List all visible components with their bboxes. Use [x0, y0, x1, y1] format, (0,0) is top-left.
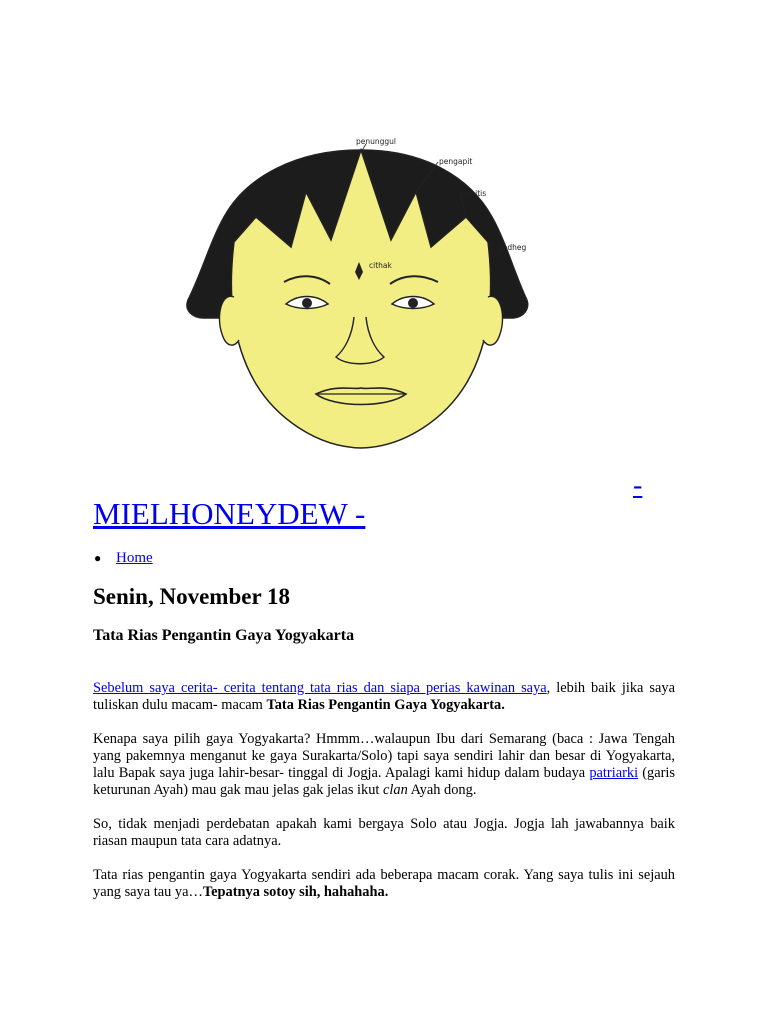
label-penitis: penitis [461, 189, 487, 198]
label-cithak: cithak [369, 261, 392, 270]
nav-item-home [94, 550, 153, 567]
paragraph-2-text-a: Kenapa saya pilih gaya Yogyakarta? Hmmm…walaupun Ibu dari Semarang (baca : Jawa Tengah yang pakemnya menganut ke gaya Surakarta/Solo) tapi saya sendiri lahir dan besar di Yogyakarta, lalu Bapak saya juga lahir-besar- tinggal di Jogja. Apalagi kami hidup dalam budaya [93, 731, 675, 781]
paragraph-4-text: Tata rias pengantin gaya Yogyakarta sendiri ada beberapa macam corak. Yang saya tulis ini sejauh yang saya tau ya… [93, 867, 675, 900]
bullet-icon: ● [94, 551, 102, 565]
label-godheg: godheg [498, 243, 527, 252]
post-date: Senin, November 18 [93, 584, 290, 609]
paragraph-1 [93, 680, 675, 714]
paragraph-2-text-b: (garis keturunan Ayah) mau gak mau jelas gak jelas ikut [93, 765, 675, 798]
label-penunggul: penunggul [356, 137, 396, 146]
nav-menu [94, 550, 153, 567]
site-title [93, 496, 365, 532]
paes-illustration [176, 122, 546, 462]
left-pupil [302, 298, 312, 308]
site-title-link[interactable]: MIELHONEYDEW - [93, 496, 366, 531]
paragraph-2-text-c: Ayah dong. [407, 782, 477, 798]
post-body [93, 680, 675, 918]
home-link[interactable]: Home [116, 550, 153, 566]
post-title: Tata Rias Pengantin Gaya Yogyakarta [93, 627, 355, 644]
paragraph-3: So, tidak menjadi perdebatan apakah kami bergaya Solo atau Jogja. Jogja lah jawabannya baik riasan maupun tata cara adatnya. [93, 816, 675, 849]
paragraph-4 [93, 867, 675, 901]
previous-post-link[interactable]: Sebelum saya cerita- cerita tentang tata rias dan siapa perias kawinan saya [93, 680, 547, 696]
right-pupil [408, 298, 418, 308]
paragraph-4-bold: Tepatnya sotoy sih, hahahaha. [202, 884, 389, 900]
patriarki-link[interactable]: patriarki [589, 765, 639, 781]
dash-link[interactable]: - [633, 470, 643, 501]
paragraph-2-italic: clan [383, 782, 408, 798]
label-pengapit: pengapit [439, 157, 473, 166]
paragraph-1-bold: Tata Rias Pengantin Gaya Yogyakarta. [266, 697, 505, 713]
paragraph-1-text: , lebih baik jika saya tuliskan dulu macam- macam [93, 680, 675, 713]
paragraph-2 [93, 731, 675, 799]
